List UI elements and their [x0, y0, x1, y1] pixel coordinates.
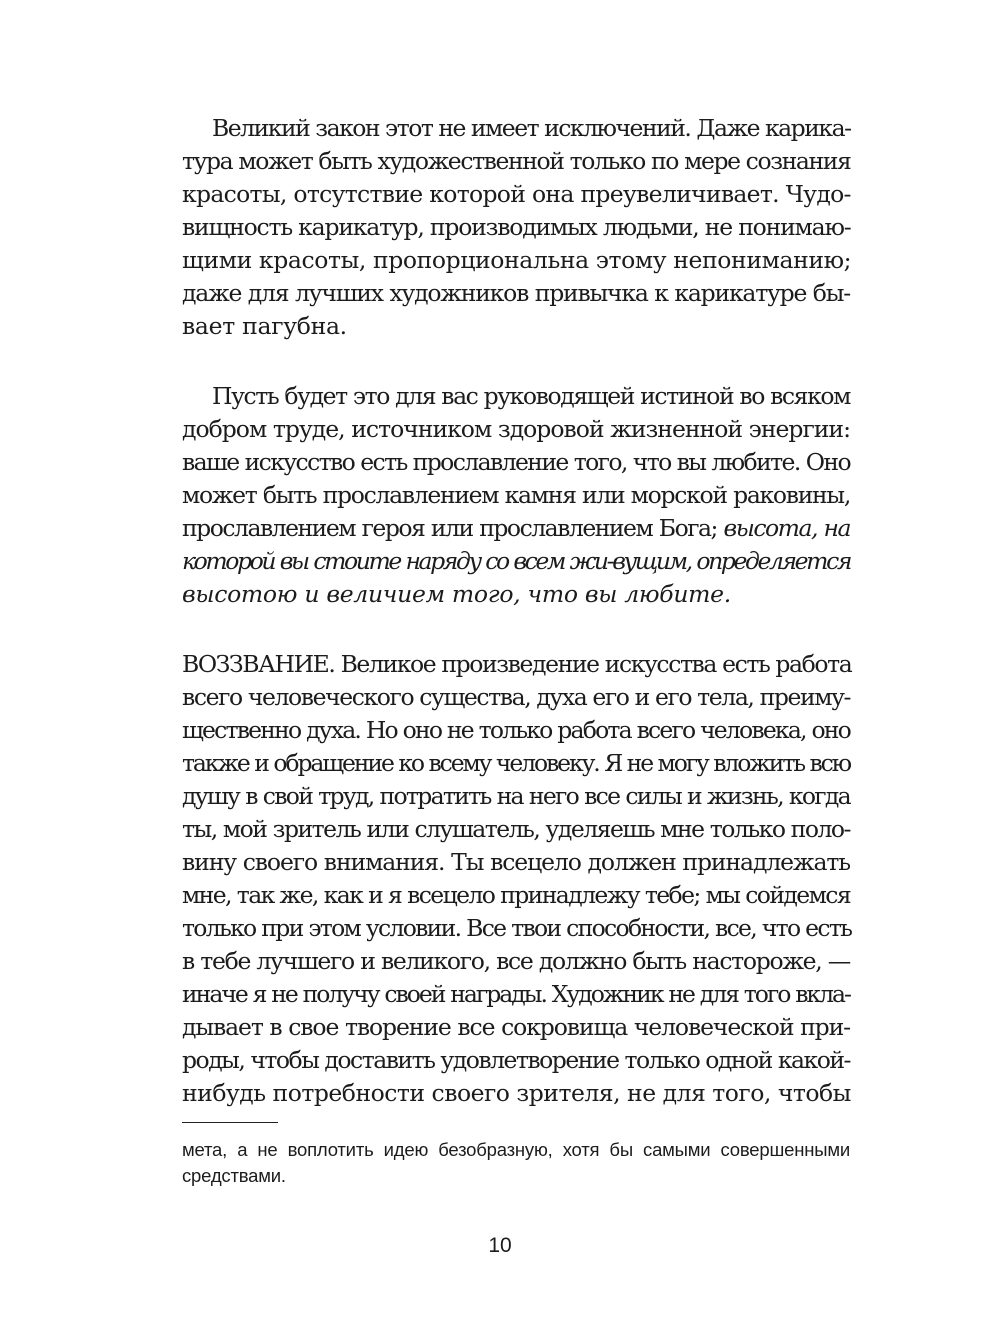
text-line-mixed — [182, 512, 850, 544]
italic-text: высота, на — [723, 514, 850, 542]
text-line: ваше искусство есть прославление того, что вы любите. Оно — [182, 448, 850, 476]
italic-text-line: высотою и величием того, что вы любите. — [182, 580, 731, 608]
text-line: ты, мой зритель или слушатель, уделяешь мне только поло- — [182, 815, 850, 843]
italic-text-line: которой вы стоите наряду со всем жи-вущим, определяется — [182, 547, 850, 575]
text-line: может быть прославлением камня или морской раковины, — [182, 481, 850, 509]
text-line: только при этом условии. Все твои способности, все, что есть — [182, 914, 852, 942]
text-line: вину своего внимания. Ты всецело должен принадлежать — [182, 848, 850, 876]
text-line: иначе я не получу своей награды. Художник не для того вкла- — [182, 980, 850, 1008]
text-line: мне, так же, как и я всецело принадлежу тебе; мы сойдемся — [182, 881, 851, 909]
text-line: ВОЗЗВАНИЕ. Великое произведение искусства есть работа — [182, 650, 852, 678]
text-line: роды, чтобы доставить удовлетворение только одной какой- — [182, 1046, 850, 1074]
text-line: душу в свой труд, потратить на него все силы и жизнь, когда — [182, 782, 850, 810]
page-number: 10 — [488, 1234, 512, 1257]
footnote-line: мета, а не воплотить идею безобразную, хотя бы самыми совершенными — [182, 1139, 850, 1160]
footnote-divider — [182, 1122, 278, 1123]
text-line: также и обращение ко всему человеку. Я не могу вложить всю — [182, 749, 850, 777]
text-line: прославлением героя или прославлением Бога; — [182, 514, 717, 542]
text-line: добром труде, источником здоровой жизненной энергии: — [182, 415, 850, 443]
text-line: щими красоты, пропорциональна этому непониманию; — [182, 246, 852, 274]
text-line: всего человеческого существа, духа его и его тела, преиму- — [182, 683, 851, 711]
text-line: красоты, отсутствие которой она преувеличивает. Чудо- — [182, 180, 851, 208]
text-line: Пусть будет это для вас руководящей истиной во всяком — [212, 382, 850, 410]
text-line: вищность карикатур, производимых людьми, не понимаю- — [182, 213, 851, 241]
text-line: тура может быть художественной только по мере сознания — [182, 147, 851, 175]
text-line: вает пагубна. — [182, 312, 347, 340]
text-line: Великий закон этот не имеет исключений. Даже карика- — [212, 114, 851, 142]
footnote-line: средствами. — [182, 1165, 286, 1186]
text-line: нибудь потребности своего зрителя, не для того, чтобы — [182, 1079, 851, 1107]
text-line: в тебе лучшего и великого, все должно быть настороже, — — [182, 947, 850, 975]
text-line: щественно духа. Но оно не только работа всего человека, оно — [182, 716, 850, 744]
text-line: даже для лучших художников привычка к карикатуре бы- — [182, 279, 850, 307]
text-line: дывает в свое творение все сокровища человеческой при- — [182, 1013, 850, 1041]
